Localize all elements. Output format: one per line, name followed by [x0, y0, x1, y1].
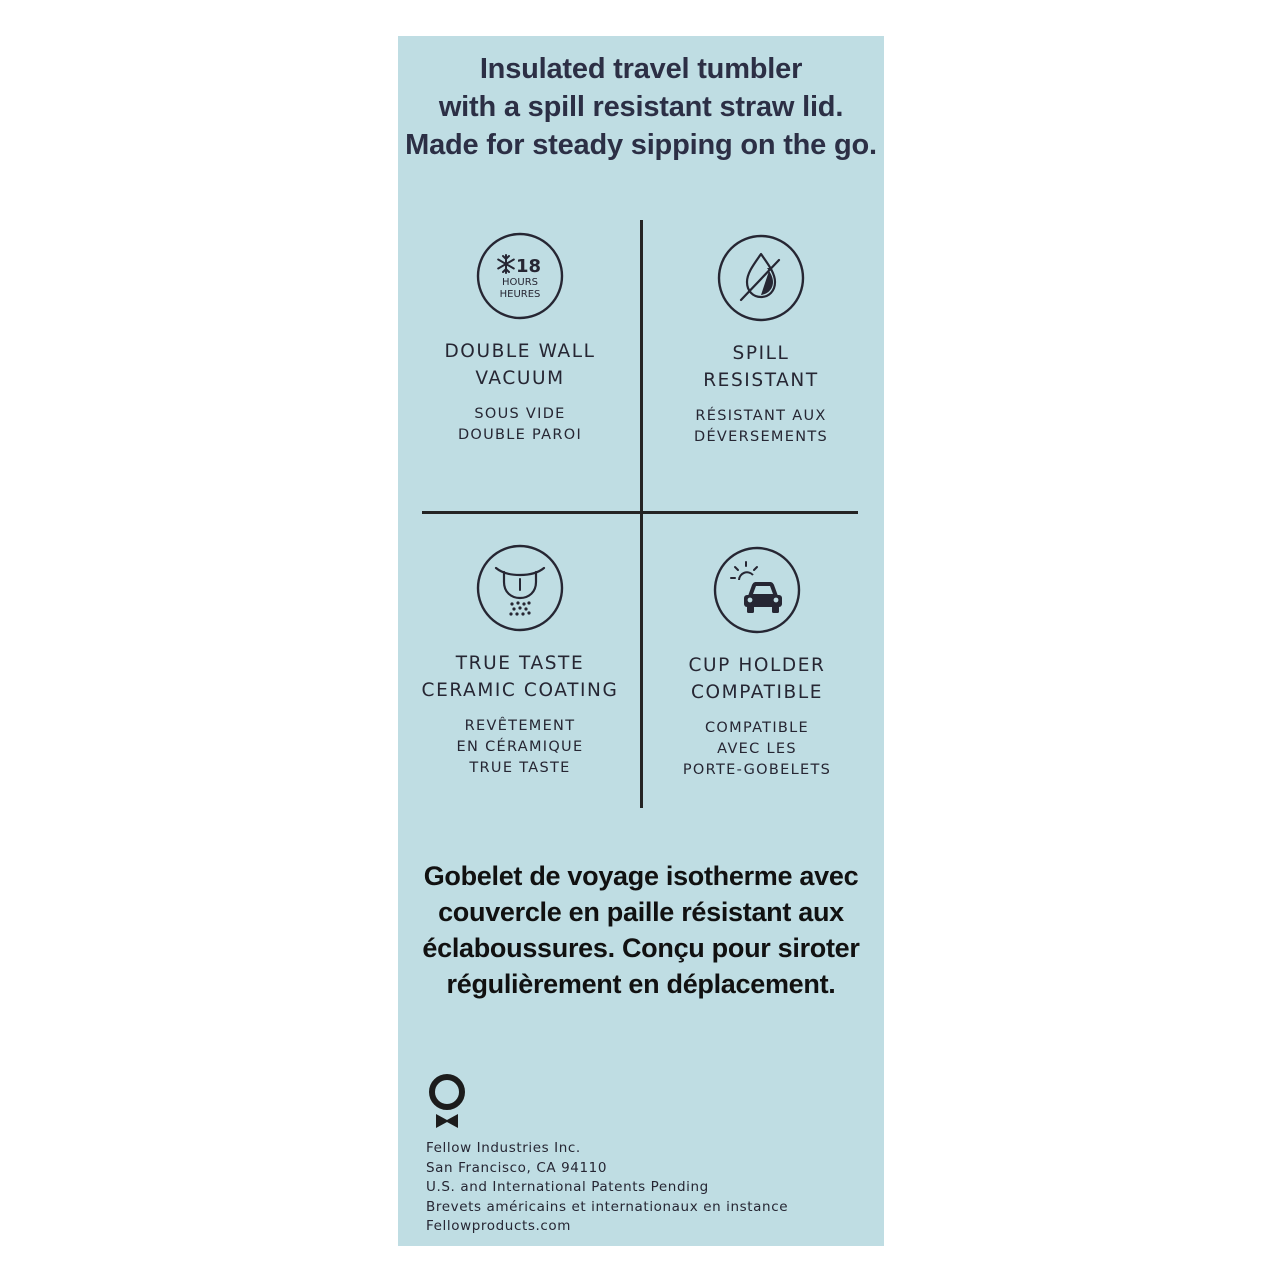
- feature-subtitle-line: DOUBLE PAROI: [457, 427, 583, 443]
- feature-title: [651, 340, 871, 394]
- feature-true-taste-ceramic-coating: [410, 544, 630, 779]
- car-sun-icon: [713, 546, 801, 634]
- headline-line: with a spill resistant straw lid.: [438, 91, 844, 123]
- french-description-line: régulièrement en déplacement.: [446, 969, 836, 999]
- feature-title-line: RESISTANT: [703, 370, 819, 391]
- fellow-logo-icon: [424, 1072, 470, 1132]
- patent-notice-en: U.S. and International Patents Pending: [426, 1179, 709, 1195]
- feature-subtitle-line: PORTE-GOBELETS: [682, 762, 832, 778]
- feature-subtitle-line: TRUE TASTE: [469, 760, 571, 776]
- horizontal-divider: [422, 511, 858, 514]
- feature-title-line: CERAMIC COATING: [421, 680, 619, 701]
- feature-cup-holder-compatible: [647, 546, 867, 781]
- feature-title-line: SPILL: [732, 343, 790, 364]
- snowflake-18-hours-icon: [476, 232, 564, 320]
- feature-title: [410, 338, 630, 392]
- feature-subtitle: [647, 718, 867, 781]
- vertical-divider: [640, 220, 643, 808]
- feature-subtitle-line: EN CÉRAMIQUE: [456, 739, 584, 755]
- french-description-line: Gobelet de voyage isotherme avec: [423, 861, 859, 891]
- feature-title-line: CUP HOLDER: [688, 655, 826, 676]
- feature-double-wall-vacuum: [410, 232, 630, 446]
- french-description-line: éclaboussures. Conçu pour siroter: [422, 933, 860, 963]
- french-description: [398, 858, 884, 1002]
- feature-subtitle: [410, 716, 630, 779]
- feature-subtitle: [410, 404, 630, 446]
- feature-title-line: TRUE TASTE: [455, 653, 585, 674]
- company-address: San Francisco, CA 94110: [426, 1159, 608, 1176]
- no-drop-icon: [717, 234, 805, 322]
- english-headline: [398, 50, 884, 164]
- hours-number: 18: [516, 256, 542, 277]
- company-name: Fellow Industries Inc.: [426, 1140, 581, 1156]
- feature-subtitle-line: SOUS VIDE: [474, 406, 566, 422]
- feature-subtitle-line: COMPATIBLE: [705, 720, 809, 736]
- feature-subtitle-line: RÉSISTANT AUX: [695, 408, 827, 424]
- feature-title: [410, 650, 630, 704]
- patent-notice-fr: Brevets américains et internationaux en instance: [426, 1198, 789, 1215]
- feature-subtitle-line: REVÊTEMENT: [464, 718, 576, 734]
- hours-label: HOURS: [501, 277, 539, 288]
- feature-title-line: COMPATIBLE: [690, 682, 824, 703]
- feature-subtitle-line: AVEC LES: [717, 741, 797, 757]
- product-box-panel: [398, 36, 884, 1246]
- website: Fellowproducts.com: [426, 1218, 572, 1234]
- feature-title-line: VACUUM: [475, 368, 565, 389]
- feature-spill-resistant: [651, 234, 871, 448]
- company-info: [426, 1139, 788, 1237]
- feature-subtitle: [651, 406, 871, 448]
- tongue-taste-icon: [476, 544, 564, 632]
- french-description-line: couvercle en paille résistant aux: [438, 897, 844, 927]
- feature-title-line: DOUBLE WALL: [444, 341, 596, 362]
- heures-label: HEURES: [499, 289, 541, 300]
- feature-title: [647, 652, 867, 706]
- feature-subtitle-line: DÉVERSEMENTS: [693, 429, 829, 445]
- headline-line: Insulated travel tumbler: [479, 53, 803, 85]
- headline-line: Made for steady sipping on the go.: [405, 129, 877, 161]
